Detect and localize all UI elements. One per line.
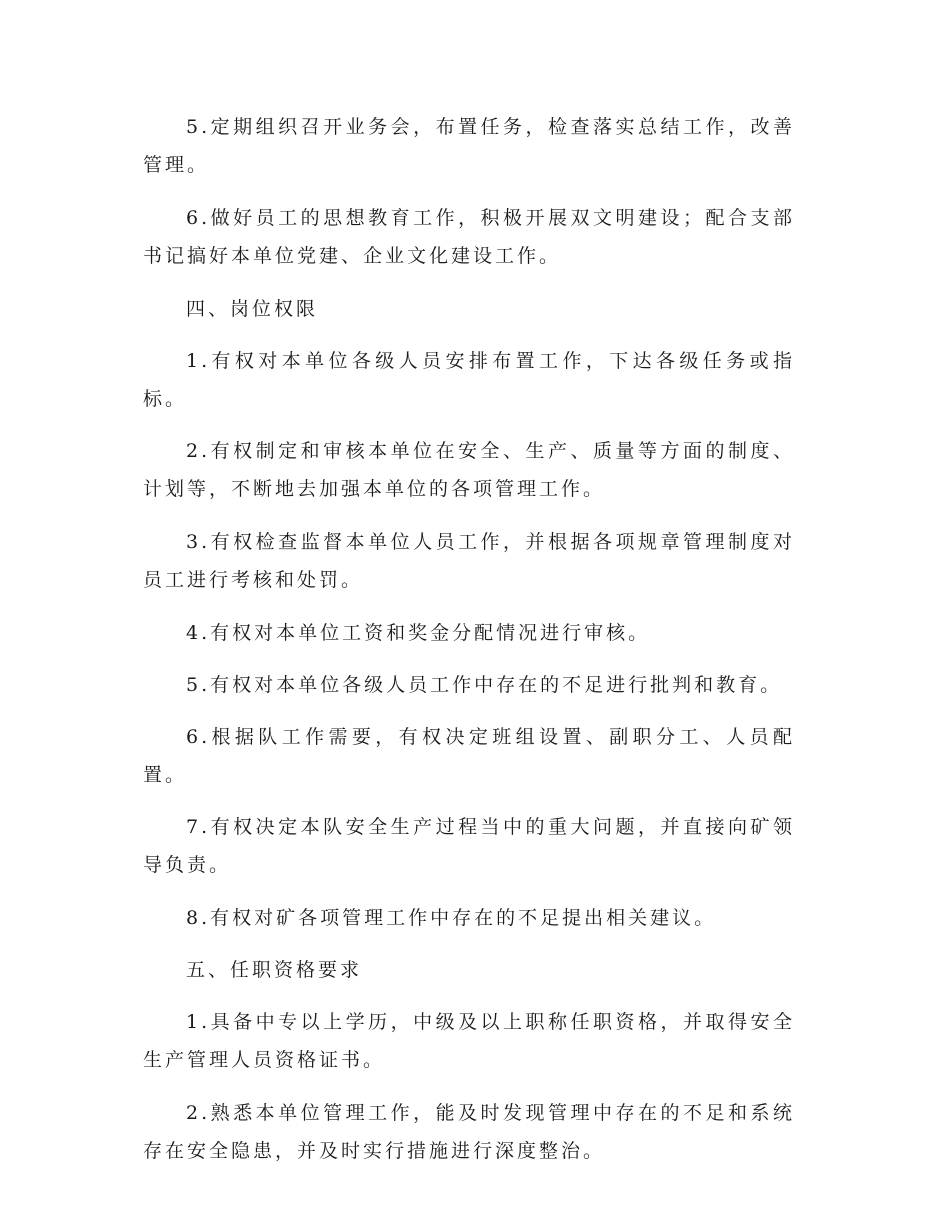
paragraph-authority-1: 1.有权对本单位各级人员安排布置工作，下达各级任务或指标。 (143, 350, 795, 410)
paragraph-authority-4: 4.有权对本单位工资和奖金分配情况进行审核。 (186, 622, 651, 644)
paragraph-qualification-1: 1.具备中专以上学历，中级及以上职称任职资格，并取得安全生产管理人员资格证书。 (143, 1011, 795, 1071)
section-heading-authority: 四、岗位权限 (186, 298, 319, 320)
paragraph-duty-6: 6.做好员工的思想教育工作，积极开展双文明建设；配合支部书记搞好本单位党建、企业文化建设工作。 (143, 207, 795, 267)
section-heading-qualifications: 五、任职资格要求 (186, 959, 363, 981)
document-page (143, 108, 795, 1185)
paragraph-authority-3: 3.有权检查监督本单位人员工作，并根据各项规章管理制度对员工进行考核和处罚。 (143, 531, 795, 591)
paragraph-authority-8: 8.有权对矿各项管理工作中存在的不足提出相关建议。 (186, 907, 717, 929)
paragraph-authority-5: 5.有权对本单位各级人员工作中存在的不足进行批判和教育。 (186, 674, 783, 696)
paragraph-authority-7: 7.有权决定本队安全生产过程当中的重大问题，并直接向矿领导负责。 (143, 816, 795, 876)
paragraph-authority-6: 6.根据队工作需要，有权决定班组设置、副职分工、人员配置。 (143, 726, 795, 786)
paragraph-qualification-2: 2.熟悉本单位管理工作，能及时发现管理中存在的不足和系统存在安全隐患，并及时实行措施进行深度整治。 (143, 1102, 795, 1162)
paragraph-duty-5: 5.定期组织召开业务会，布置任务，检查落实总结工作，改善管理。 (143, 116, 795, 176)
paragraph-authority-2: 2.有权制定和审核本单位在安全、生产、质量等方面的制度、计划等，不断地去加强本单位的各项管理工作。 (143, 440, 795, 500)
